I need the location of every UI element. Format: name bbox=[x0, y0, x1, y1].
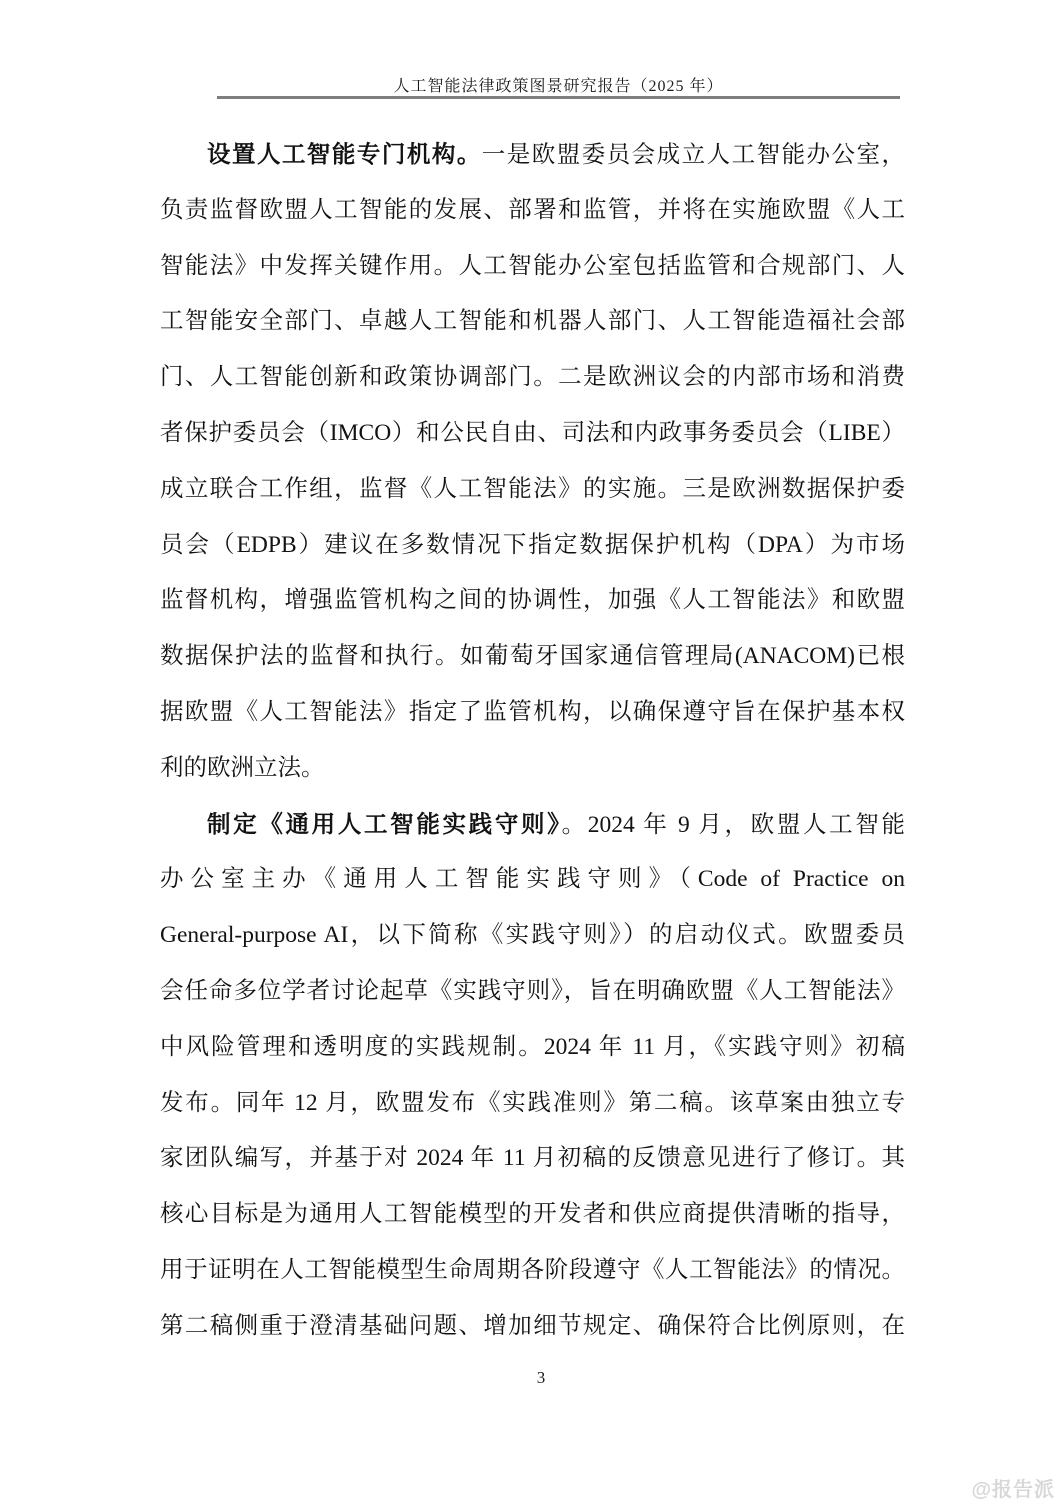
paragraph-1-line-4: 工智能安全部门、卓越人工智能和机器人部门、人工智能造福社会部 bbox=[160, 308, 905, 335]
paragraph-2-line-10: 第二稿侧重于澄清基础问题、增加细节规定、确保符合比例原则，在 bbox=[160, 1312, 905, 1339]
page-number: 3 bbox=[536, 1368, 546, 1387]
paragraph-2-bold-lead: 制定《通用人工智能实践守则》 bbox=[207, 810, 562, 837]
paragraph-2-line-5: 中风险管理和透明度的实践规制。2024 年 11 月，《实践守则》初稿 bbox=[160, 1033, 905, 1060]
paragraph-2-line-4: 会任命多位学者讨论起草《实践守则》，旨在明确欧盟《人工智能法》 bbox=[160, 977, 905, 1004]
page-header-title: 人工智能法律政策图景研究报告（2025 年） bbox=[393, 78, 724, 95]
header-divider bbox=[217, 96, 900, 99]
paragraph-2-line-8: 核心目标是为通用人工智能模型的开发者和供应商提供清晰的指导， bbox=[160, 1201, 905, 1228]
paragraph-1-line-12: 利的欧洲立法。 bbox=[160, 754, 325, 781]
watermark: @报告派 bbox=[971, 1479, 1055, 1500]
paragraph-2-line-7: 家团队编写，并基于对 2024 年 11 月初稿的反馈意见进行了修订。其 bbox=[160, 1145, 905, 1172]
paragraph-2-line-2: 办公室主办《通用人工智能实践守则》（Code of Practice on bbox=[160, 866, 905, 893]
paragraph-1-line-3: 智能法》中发挥关键作用。人工智能办公室包括监管和合规部门、人 bbox=[160, 252, 905, 279]
paragraph-1-line-10: 数据保护法的监督和执行。如葡萄牙国家通信管理局(ANACOM)已根 bbox=[160, 643, 905, 670]
paragraph-2-line-6: 发布。同年 12 月，欧盟发布《实践准则》第二稿。该草案由独立专 bbox=[160, 1089, 905, 1116]
paragraph-1-line-1: 设置人工智能专门机构。一是欧盟委员会成立人工智能办公室， bbox=[207, 141, 906, 168]
paragraph-2-line-1: 制定《通用人工智能实践守则》。2024 年 9 月，欧盟人工智能 bbox=[207, 810, 906, 838]
paragraph-1-line-2: 负责监督欧盟人工智能的发展、部署和监管，并将在实施欧盟《人工 bbox=[160, 196, 905, 223]
paragraph-2-line-9: 用于证明在人工智能模型生命周期各阶段遵守《人工智能法》的情况。 bbox=[160, 1256, 905, 1283]
paragraph-1-line-8: 员会（EDPB）建议在多数情况下指定数据保护机构（DPA）为市场 bbox=[160, 531, 905, 558]
paragraph-2-line-3: General-purpose AI，以下简称《实践守则》）的启动仪式。欧盟委员 bbox=[160, 922, 905, 949]
paragraph-1-line-5: 门、人工智能创新和政策协调部门。二是欧洲议会的内部市场和消费 bbox=[160, 364, 905, 391]
paragraph-1-line-11: 据欧盟《人工智能法》指定了监管机构，以确保遵守旨在保护基本权 bbox=[160, 698, 905, 725]
paragraph-1-line-9: 监督机构，增强监管机构之间的协调性，加强《人工智能法》和欧盟 bbox=[160, 587, 905, 614]
paragraph-1-line-7: 成立联合工作组，监督《人工智能法》的实施。三是欧洲数据保护委 bbox=[160, 475, 905, 502]
document-body bbox=[160, 127, 905, 1355]
paragraph-1-line-6: 者保护委员会（IMCO）和公民自由、司法和内政事务委员会（LIBE） bbox=[160, 419, 905, 446]
paragraph-1-bold-lead: 设置人工智能专门机构。 bbox=[207, 141, 482, 167]
